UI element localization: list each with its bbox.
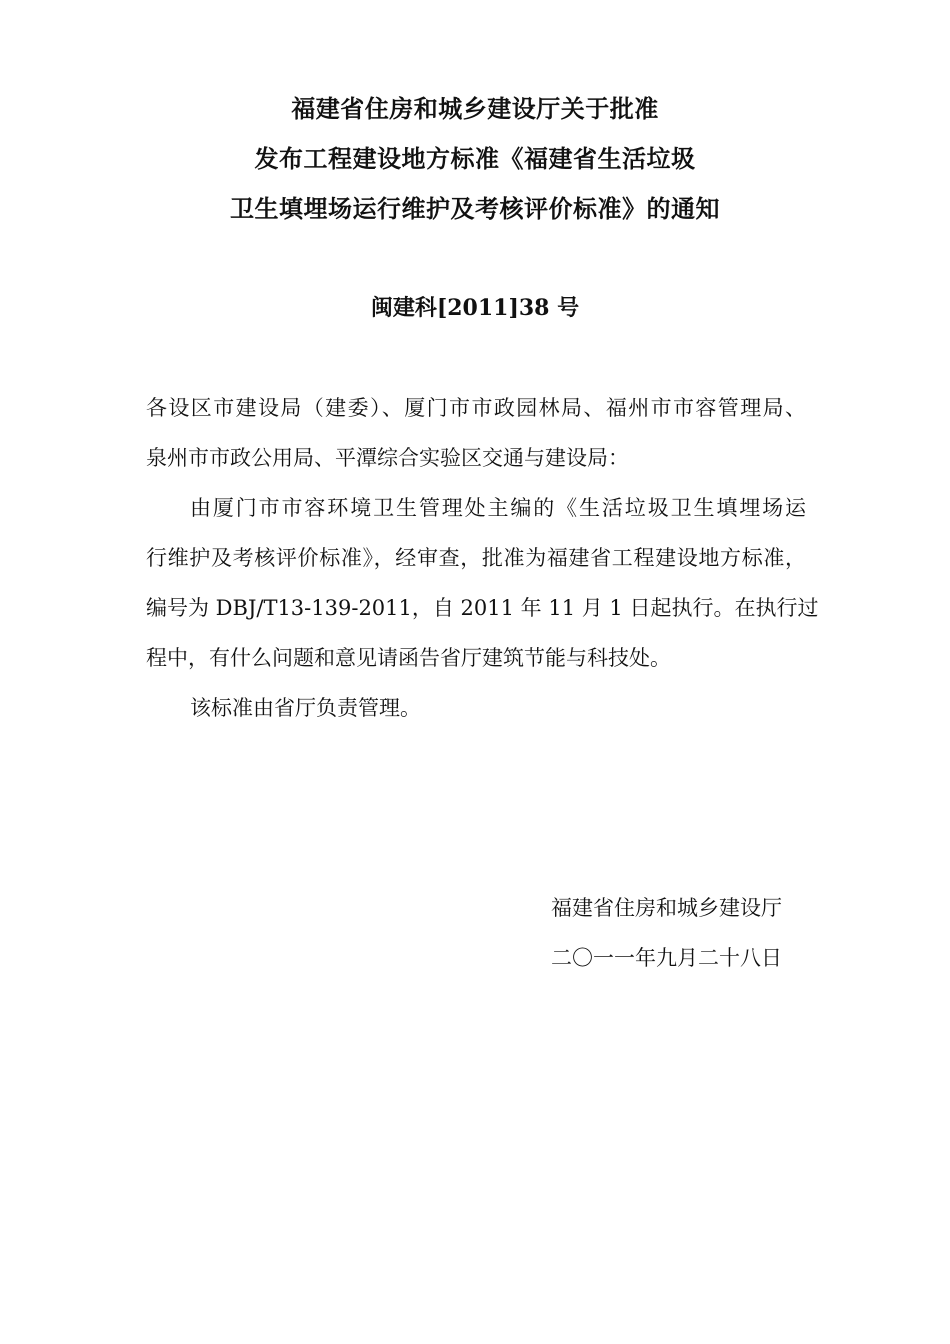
recipients-line-1: 各设区市建设局（建委）、厦门市市政园林局、福州市市容管理局、 bbox=[146, 396, 806, 420]
document-title-line-2: 发布工程建设地方标准《福建省生活垃圾 bbox=[254, 144, 696, 173]
document-title-line-3: 卫生填埋场运行维护及考核评价标准》的通知 bbox=[230, 194, 720, 223]
signature-date: 二〇一一年九月二十八日 bbox=[551, 946, 782, 970]
recipients-line-2: 泉州市市政公用局、平潭综合实验区交通与建设局： bbox=[146, 446, 629, 470]
paragraph-1-line-2: 行维护及考核评价标准》，经审查，批准为福建省工程建设地方标准， bbox=[146, 546, 806, 570]
signature-issuer: 福建省住房和城乡建设厅 bbox=[551, 896, 782, 920]
paragraph-1-line-3: 编号为 DBJ/T13-139-2011，自 2011 年 11 月 1 日起执行。在执行过 bbox=[146, 596, 819, 620]
document-number: 闽建科[2011]38 号 bbox=[370, 295, 580, 321]
paragraph-2: 该标准由省厅负责管理。 bbox=[190, 696, 421, 720]
document-title-line-1: 福建省住房和城乡建设厅关于批准 bbox=[291, 94, 659, 123]
paragraph-1-line-4: 程中，有什么问题和意见请函告省厅建筑节能与科技处。 bbox=[146, 646, 671, 670]
paragraph-1-line-1: 由厦门市市容环境卫生管理处主编的《生活垃圾卫生填埋场运 bbox=[190, 496, 806, 520]
